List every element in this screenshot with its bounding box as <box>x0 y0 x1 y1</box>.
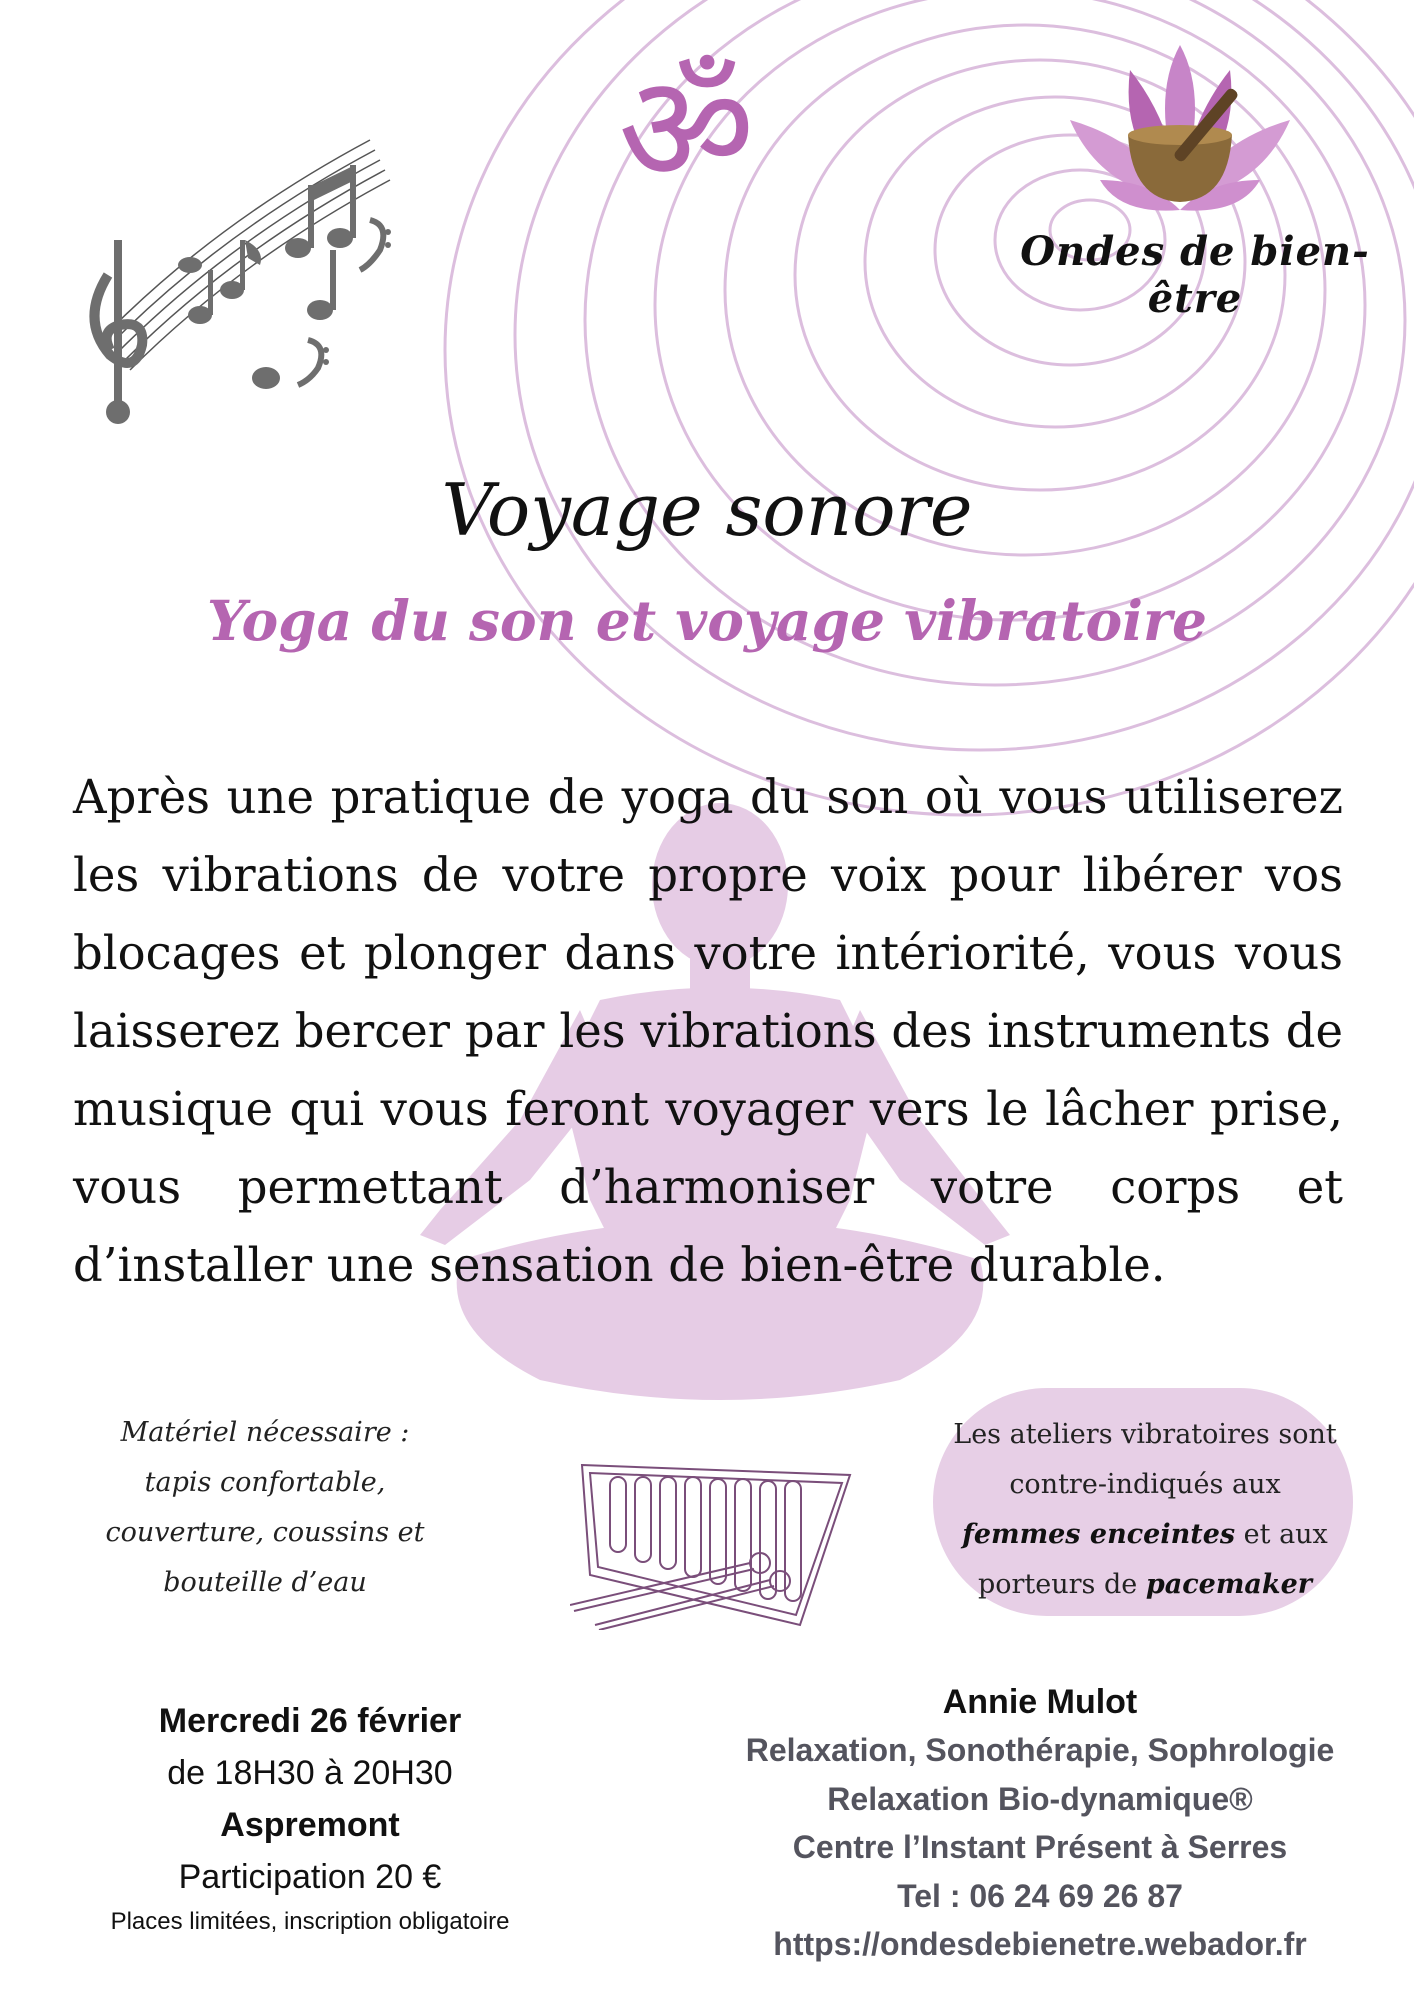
warning-line <box>945 1560 1345 1610</box>
event-date: Mercredi 26 février <box>158 1702 462 1740</box>
materials-line: Matériel nécessaire : <box>120 1417 410 1448</box>
event-info <box>60 1695 560 1941</box>
page-subtitle: Yoga du son et voyage vibratoire <box>206 588 1208 653</box>
warning-pregnant: femmes enceintes <box>962 1519 1236 1550</box>
contact-name: Annie Mulot <box>942 1683 1138 1721</box>
warning-text <box>945 1410 1345 1610</box>
warning-line: contre-indiqués aux <box>1009 1469 1281 1500</box>
contact-phone[interactable]: Tel : 06 24 69 26 87 <box>897 1877 1183 1914</box>
om-symbol: ॐ <box>618 43 755 217</box>
warning-line <box>945 1510 1345 1560</box>
contact-info <box>700 1678 1380 1969</box>
xylophone-icon <box>570 1455 860 1630</box>
warning-line-mid: et aux <box>1235 1519 1328 1550</box>
contact-center: Centre l’Instant Présent à Serres <box>792 1829 1288 1865</box>
page-title: Voyage sonore <box>441 468 973 552</box>
materials-line: tapis confortable, <box>144 1467 386 1498</box>
event-hours: de 18H30 à 20H30 <box>167 1754 453 1792</box>
music-notes-icon <box>70 100 400 430</box>
event-place: Aspremont <box>220 1806 400 1844</box>
warning-line-pre: porteurs de <box>977 1569 1146 1600</box>
materials-block <box>95 1408 435 1608</box>
event-note: Places limitées, inscription obligatoire <box>110 1908 510 1935</box>
warning-pacemaker: pacemaker <box>1145 1569 1313 1600</box>
singing-bowl-lotus-icon <box>1040 40 1320 240</box>
event-price: Participation 20 € <box>178 1858 442 1896</box>
materials-line: couverture, coussins et <box>105 1517 425 1548</box>
brand-name: Ondes de bien-être <box>1020 228 1370 322</box>
contact-method: Relaxation Bio-dynamique® <box>827 1780 1253 1817</box>
description-paragraph: Après une pratique de yoga du son où vous utiliserez les vibrations de votre propre voix pour libérer vos blocages et plonger dans votre intériorité, vous vous laisserez bercer par les vibrations des instruments de musique qui vous feront voyager vers le lâcher prise, vous permettant d’harmoniser votre corps et d’installer une sensation de bien-être durable. <box>73 770 1344 1292</box>
contact-website-link[interactable]: https://ondesdebienetre.webador.fr <box>773 1926 1307 1962</box>
materials-line: bouteille d’eau <box>163 1567 367 1598</box>
contact-specialties: Relaxation, Sonothérapie, Sophrologie <box>745 1732 1335 1768</box>
warning-line: Les ateliers vibratoires sont <box>953 1419 1337 1450</box>
